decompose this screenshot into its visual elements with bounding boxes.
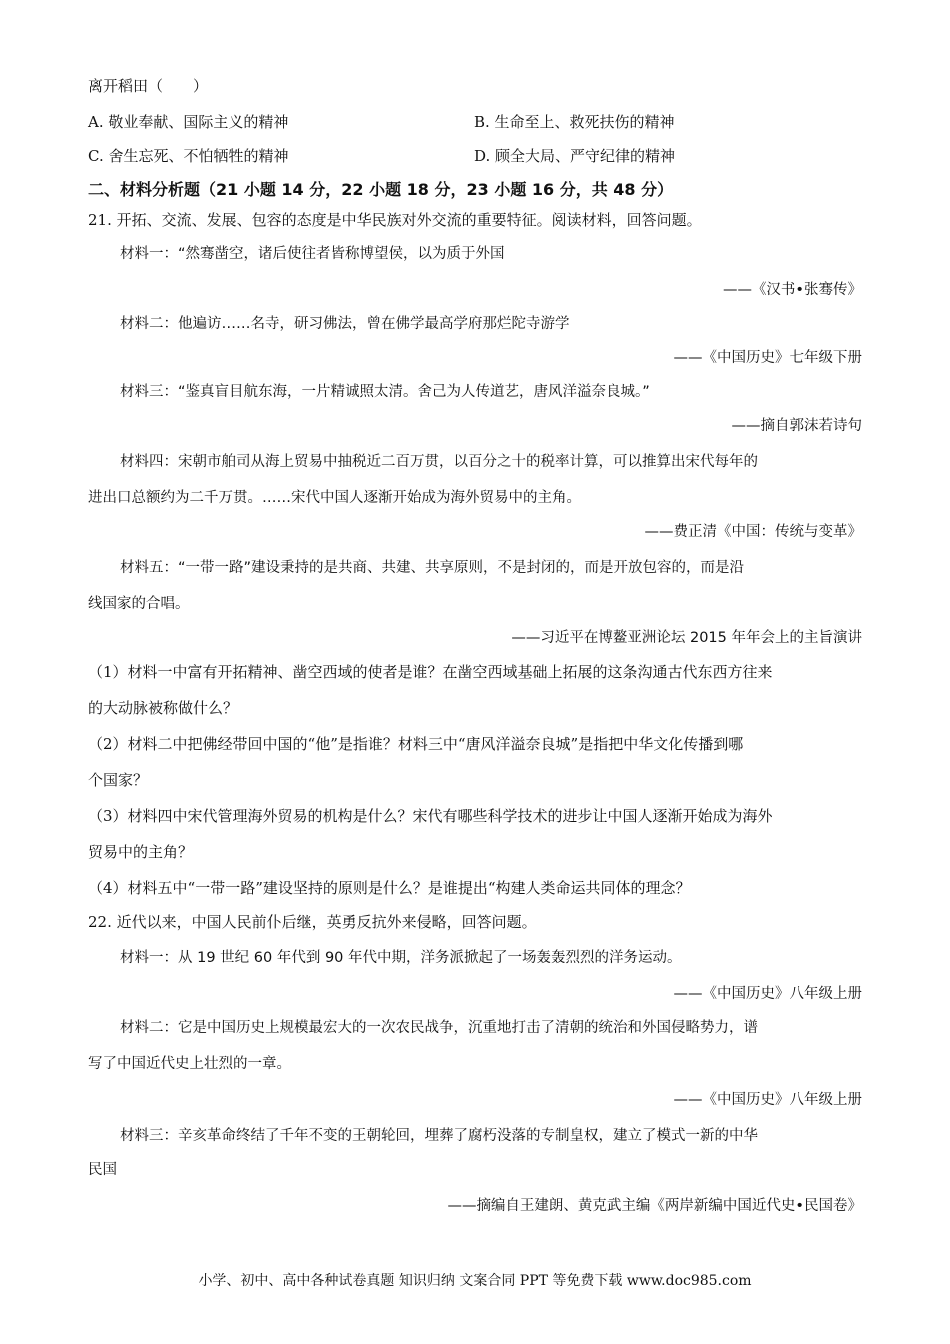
q21-material-2-source: ——《中国历史》七年级下册 bbox=[673, 350, 862, 366]
question-20-tail: 离开稻田（ ） bbox=[88, 77, 209, 95]
question-22-stem: 22. 近代以来，中国人民前仆后继，英勇反抗外来侵略，回答问题。 bbox=[88, 913, 537, 931]
q22-material-2-line-2: 写了中国近代史上壮烈的一章。 bbox=[88, 1056, 291, 1072]
q22-material-2-source: ——《中国历史》八年级上册 bbox=[673, 1092, 862, 1108]
q21-material-1: 材料一：“然骞凿空，诸后使往者皆称博望侯，以为质于外国 bbox=[120, 246, 505, 262]
q22-material-2-line-1: 材料二：它是中国历史上规模最宏大的一次农民战争，沉重地打击了清朝的统治和外国侵略势力，谱 bbox=[120, 1020, 758, 1036]
q21-material-2: 材料二：他遍访……名寺，研习佛法，曾在佛学最高学府那烂陀寺游学 bbox=[120, 316, 570, 332]
q21-material-5-line-1: 材料五：“一带一路”建设秉持的是共商、共建、共享原则，不是封闭的，而是开放包容的，而是沿 bbox=[120, 560, 745, 576]
q21-material-4-line-2: 进出口总额约为二千万贯。……宋代中国人逐渐开始成为海外贸易中的主角。 bbox=[88, 490, 581, 506]
q21-sub-3-line-1: （3）材料四中宋代管理海外贸易的机构是什么？宋代有哪些科学技术的进步让中国人逐渐开始成为海外 bbox=[88, 807, 773, 825]
q22-material-3-source: ——摘编自王建朗、黄克武主编《两岸新编中国近代史•民国卷》 bbox=[447, 1198, 862, 1214]
q21-sub-3-line-2: 贸易中的主角？ bbox=[88, 843, 194, 861]
page-footer: 小学、初中、高中各种试卷真题 知识归纳 文案合同 PPT 等免费下载 www.doc985.com bbox=[198, 1273, 752, 1289]
q22-material-1: 材料一：从 19 世纪 60 年代到 90 年代中期，洋务派掀起了一场轰轰烈烈的洋务运动。 bbox=[120, 950, 682, 966]
q22-material-3-line-2: 民国 bbox=[88, 1162, 117, 1178]
option-a: A. 敬业奉献、国际主义的精神 bbox=[88, 113, 289, 131]
q21-material-1-source: ——《汉书•张骞传》 bbox=[722, 282, 862, 298]
q21-sub-2-line-1: （2）材料二中把佛经带回中国的“他”是指谁？材料三中“唐风洋溢奈良城”是指把中华文化传播到哪 bbox=[88, 735, 744, 753]
q21-material-3: 材料三：“鉴真盲目航东海，一片精诚照太清。舍己为人传道艺，唐风洋溢奈良城。” bbox=[120, 384, 650, 400]
option-d: D. 顾全大局、严守纪律的精神 bbox=[474, 147, 676, 165]
q21-material-4-source: ——费正清《中国：传统与变革》 bbox=[644, 524, 862, 540]
q21-material-4-line-1: 材料四：宋朝市舶司从海上贸易中抽税近二百万贯，以百分之十的税率计算，可以推算出宋代每年的 bbox=[120, 454, 758, 470]
q21-material-5-source: ——习近平在博鳌亚洲论坛 2015 年年会上的主旨演讲 bbox=[511, 630, 862, 646]
question-21-stem: 21. 开拓、交流、发展、包容的态度是中华民族对外交流的重要特征。阅读材料，回答问题。 bbox=[88, 211, 702, 229]
option-b: B. 生命至上、救死扶伤的精神 bbox=[474, 113, 675, 131]
q21-material-3-source: ——摘自郭沫若诗句 bbox=[731, 418, 862, 434]
q21-sub-4: （4）材料五中“一带一路”建设坚持的原则是什么？是谁提出“构建人类命运共同体的理念？ bbox=[88, 879, 691, 897]
q21-sub-1-line-2: 的大动脉被称做什么？ bbox=[88, 699, 239, 717]
q21-material-5-line-2: 线国家的合唱。 bbox=[88, 596, 190, 612]
option-c: C. 舍生忘死、不怕牺牲的精神 bbox=[88, 147, 289, 165]
q21-sub-2-line-2: 个国家？ bbox=[88, 771, 149, 789]
q21-sub-1-line-1: （1）材料一中富有开拓精神、凿空西域的使者是谁？在凿空西域基础上拓展的这条沟通古代东西方往来 bbox=[88, 663, 773, 681]
q22-material-3-line-1: 材料三：辛亥革命终结了千年不变的王朝轮回，埋葬了腐朽没落的专制皇权，建立了模式一新的中华 bbox=[120, 1128, 758, 1144]
section-heading: 二、材料分析题（21 小题 14 分，22 小题 18 分，23 小题 16 分，共 48 分） bbox=[88, 180, 674, 199]
q22-material-1-source: ——《中国历史》八年级上册 bbox=[673, 986, 862, 1002]
